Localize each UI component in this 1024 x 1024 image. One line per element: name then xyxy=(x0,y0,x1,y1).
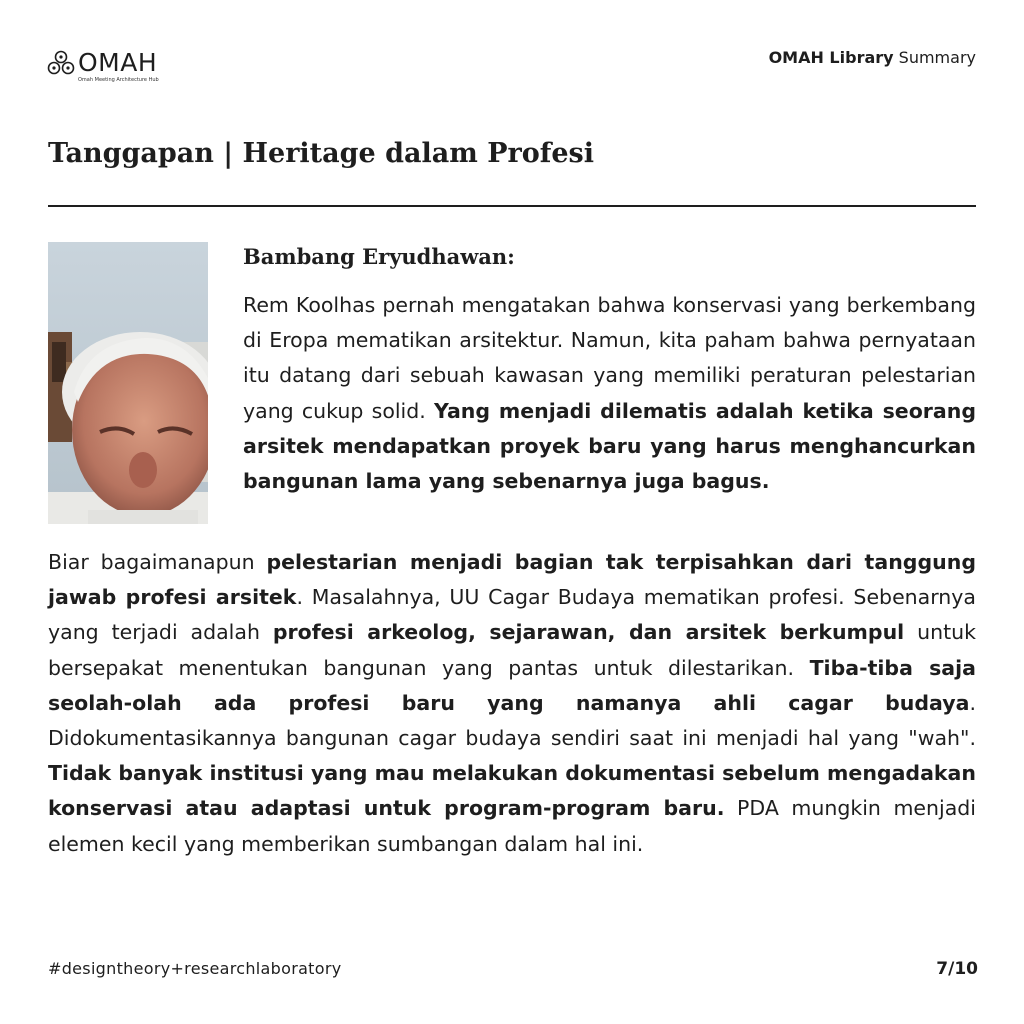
omah-logo xyxy=(46,46,186,86)
response-paragraph-1 xyxy=(243,288,976,499)
p2-text-2: . Masalahnya, UU Cagar Budaya mematikan profesi. Sebenarnya yang terjadi adalah xyxy=(48,585,976,645)
p2-emphasis-4: Tidak banyak institusi yang mau melakukan dokumentasi sebelum mengadakan konservasi atau adaptasi untuk program-program baru. xyxy=(48,761,976,821)
response-paragraph-2 xyxy=(48,545,976,862)
p2-text-4: . Didokumentasikannya bangunan cagar budaya sendiri saat ini menjadi hal yang "wah". xyxy=(48,690,976,751)
series-label xyxy=(769,48,976,68)
speaker-name: Bambang Eryudhawan: xyxy=(243,244,515,269)
page-title: Tanggapan | Heritage dalam Profesi xyxy=(48,138,594,169)
p2-text-1: Biar bagaimanapun xyxy=(48,550,267,574)
p1-text: Rem Koolhas pernah mengatakan bahwa konservasi yang berkembang di Eropa mematikan arsitektur. Namun, kita paham bahwa pernyataan itu datang dari sebuah kawasan yang memiliki peraturan pelestarian yang cukup solid. xyxy=(243,293,976,423)
speaker-portrait-illustration xyxy=(48,242,208,524)
title-divider xyxy=(48,205,976,207)
page-number: 7/10 xyxy=(936,959,978,979)
series-label-strong: OMAH Library xyxy=(768,48,894,67)
logo-tagline: Omah Meeting Architecture Hub xyxy=(78,77,159,83)
p2-emphasis-3: Tiba-tiba saja seolah-olah ada profesi baru yang namanya ahli cagar budaya xyxy=(48,655,976,715)
p2-text-5: PDA mungkin menjadi elemen kecil yang memberikan sumbangan dalam hal ini. xyxy=(48,796,976,856)
p1-emphasis: Yang menjadi dilematis adalah ketika seorang arsitek mendapatkan proyek baru yang harus menghancurkan bangunan lama yang sebenarnya juga bagus. xyxy=(243,398,976,494)
p2-emphasis-1: pelestarian menjadi bagian tak terpisahkan dari tanggung jawab profesi arsitek xyxy=(48,550,976,610)
p2-emphasis-2: profesi arkeolog, sejarawan, dan arsitek berkumpul xyxy=(272,620,905,645)
speaker-photo xyxy=(48,242,208,524)
p2-text-3: untuk bersepakat menentukan bangunan yang pantas untuk dilestarikan. xyxy=(48,620,977,680)
series-label-rest: Summary xyxy=(898,48,976,67)
omah-logo-icon xyxy=(46,50,76,76)
logo-wordmark: OMAH xyxy=(78,48,158,77)
footer-hashtag: #designtheory+researchlaboratory xyxy=(48,959,342,978)
